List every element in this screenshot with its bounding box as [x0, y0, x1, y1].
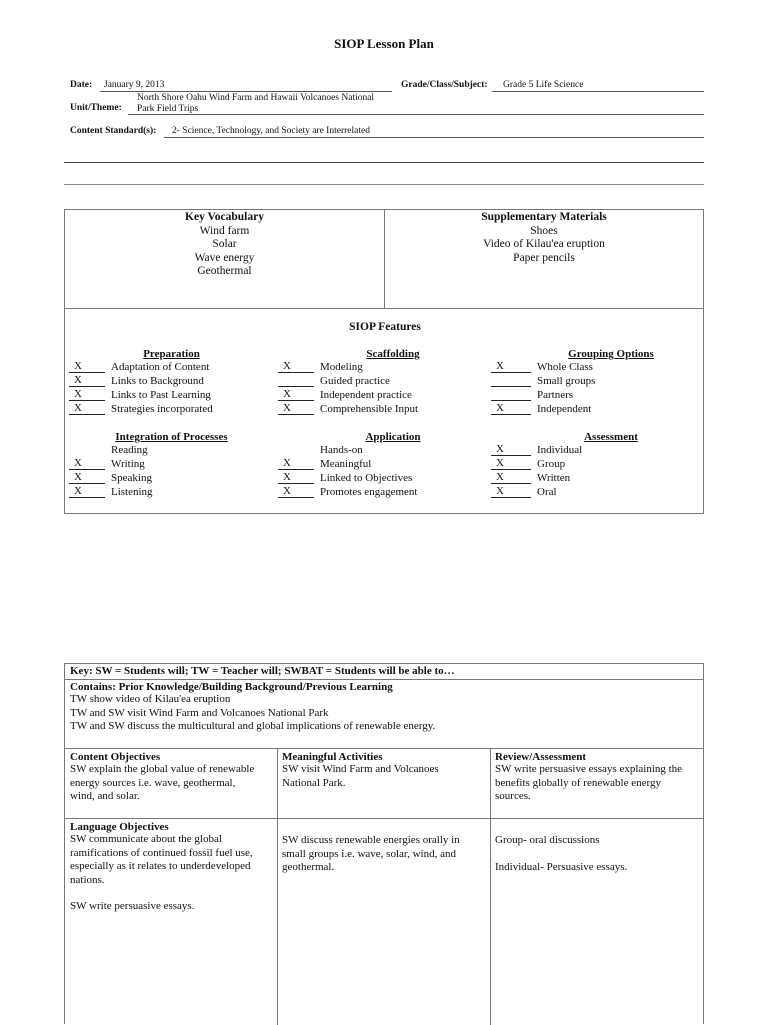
date-value: January 9, 2013	[104, 80, 165, 90]
feature-label: Individual	[537, 444, 583, 456]
col-divider-1	[277, 748, 278, 1025]
page-title: SIOP Lesson Plan	[334, 36, 434, 51]
group-integration-of-processes	[69, 431, 274, 499]
feature-row	[69, 360, 274, 374]
feature-row	[491, 443, 701, 457]
key-vocabulary	[65, 211, 384, 279]
review-line: sources.	[495, 790, 531, 802]
group-application	[278, 431, 488, 499]
language-activity-line: SW discuss renewable energies orally in	[282, 834, 460, 846]
group-heading: Application	[365, 431, 421, 443]
grade-label: Grade/Class/Subject:	[401, 80, 488, 90]
vocab-item: Solar	[212, 238, 237, 250]
feature-label: Links to Past Learning	[111, 389, 211, 401]
blank-line-2	[64, 184, 704, 185]
unit-underline	[128, 114, 704, 115]
review-heading: Review/Assessment	[495, 751, 587, 763]
checkbox-mark[interactable]: X	[278, 485, 314, 498]
group-heading: Scaffolding	[366, 348, 420, 360]
feature-label: Group	[537, 458, 566, 470]
row-divider	[65, 818, 703, 819]
feature-label: Written	[537, 472, 571, 484]
feature-label: Promotes engagement	[320, 486, 418, 498]
feature-row	[69, 388, 274, 402]
language-objectives-cell	[70, 821, 274, 914]
features-box	[64, 209, 704, 514]
date-underline	[100, 91, 392, 92]
feature-label: Listening	[111, 486, 153, 498]
feature-row	[69, 457, 274, 471]
feature-row	[278, 402, 488, 416]
checkbox-mark[interactable]: X	[278, 360, 314, 373]
content-objectives-cell	[70, 751, 274, 804]
supplementary-materials	[385, 211, 703, 265]
activity-line: SW visit Wind Farm and Volcanoes	[282, 763, 439, 775]
checkbox-mark[interactable]	[278, 374, 314, 387]
vocab-item: Wind farm	[199, 224, 250, 237]
checkbox-mark[interactable]	[278, 443, 314, 456]
language-review-line: Individual- Persuasive essays.	[495, 860, 628, 873]
checkbox-mark[interactable]: X	[491, 485, 531, 498]
siop-features-heading: SIOP Features	[349, 321, 421, 333]
feature-label: Oral	[537, 486, 557, 498]
standards-underline	[164, 137, 704, 138]
unit-label: Unit/Theme:	[70, 103, 122, 113]
feature-label: Independent	[537, 403, 592, 415]
checkbox-mark[interactable]: X	[491, 402, 531, 415]
feature-row	[491, 360, 701, 374]
language-objective-line: especially as it relates to underdeveloped	[70, 860, 251, 872]
language-review-line: Group- oral discussions	[495, 834, 600, 846]
prior-line: TW and SW visit Wind Farm and Volcanoes National Park	[70, 706, 329, 719]
feature-row	[491, 402, 701, 416]
col-divider-2	[490, 748, 491, 1025]
feature-row	[278, 443, 488, 457]
review-line: benefits globally of renewable energy	[495, 776, 661, 789]
lesson-plan-table	[64, 663, 704, 1024]
feature-label: Strategies incorporated	[111, 403, 213, 415]
checkbox-mark[interactable]: X	[69, 402, 105, 415]
feature-row	[491, 374, 701, 388]
language-objective-line: nations.	[70, 873, 105, 886]
vocab-item: Geothermal	[197, 265, 252, 277]
feature-row	[491, 471, 701, 485]
checkbox-mark[interactable]: X	[491, 443, 531, 456]
language-objectives-heading: Language Objectives	[70, 821, 169, 833]
prior-knowledge-heading: Contains: Prior Knowledge/Building Background/Previous Learning	[70, 681, 393, 693]
feature-label: Links to Background	[111, 375, 204, 387]
standards-value: 2- Science, Technology, and Society are Interrelated	[172, 126, 370, 136]
feature-label: Modeling	[320, 361, 363, 373]
content-objective-line: wind, and solar.	[70, 790, 140, 802]
checkbox-mark[interactable]: X	[69, 457, 105, 470]
group-heading: Integration of Processes	[115, 431, 228, 443]
checkbox-mark[interactable]: X	[278, 471, 314, 484]
feature-label: Reading	[111, 444, 148, 456]
language-objective-line: ramifications of continued fossil fuel use,	[70, 846, 253, 859]
checkbox-mark[interactable]: X	[491, 471, 531, 484]
feature-row	[69, 443, 274, 457]
language-review-cell	[495, 834, 701, 874]
feature-row	[69, 374, 274, 388]
feature-row	[278, 471, 488, 485]
language-activity-line: small groups i.e. wave, solar, wind, and	[282, 847, 456, 860]
feature-label: Small groups	[537, 375, 596, 387]
standards-label: Content Standard(s):	[70, 126, 157, 136]
language-activity-line: geothermal.	[282, 861, 335, 873]
feature-label: Linked to Objectives	[320, 472, 413, 484]
materials-heading: Supplementary Materials	[481, 211, 607, 223]
feature-label: Comprehensible Input	[320, 403, 419, 415]
unit-value	[137, 93, 374, 115]
feature-row	[491, 485, 701, 499]
key-line: Key: SW = Students will; TW = Teacher will; SWBAT = Students will be able to…	[70, 665, 455, 677]
vocab-item: Wave energy	[194, 251, 255, 264]
checkbox-mark[interactable]	[491, 388, 531, 401]
review-assessment-cell	[495, 751, 701, 804]
checkbox-mark[interactable]: X	[278, 457, 314, 470]
content-objective-line: SW explain the global value of renewable	[70, 763, 255, 775]
feature-row	[69, 471, 274, 485]
group-grouping-options	[491, 348, 701, 416]
feature-row	[278, 485, 488, 499]
checkbox-mark[interactable]: X	[69, 360, 105, 373]
grade-value: Grade 5 Life Science	[503, 80, 584, 90]
checkbox-mark[interactable]: X	[278, 388, 314, 401]
feature-label: Hands-on	[320, 444, 363, 456]
activity-line: National Park.	[282, 776, 346, 789]
prior-line: TW show video of Kilau'ea eruption	[70, 693, 231, 705]
feature-label: Speaking	[111, 472, 152, 484]
meaningful-activities-cell	[282, 751, 486, 790]
feature-label: Adaptation of Content	[111, 361, 210, 373]
feature-row	[278, 388, 488, 402]
group-scaffolding	[278, 348, 488, 416]
content-objective-line: energy sources i.e. wave, geothermal,	[70, 776, 236, 789]
feature-label: Guided practice	[320, 375, 390, 387]
language-objective-extra: SW write persuasive essays.	[70, 900, 195, 912]
content-objectives-heading: Content Objectives	[70, 751, 161, 763]
feature-label: Whole Class	[537, 361, 593, 373]
checkbox-mark[interactable]: X	[69, 471, 105, 484]
checkbox-mark[interactable]: X	[491, 360, 531, 373]
group-heading: Grouping Options	[568, 348, 654, 360]
checkbox-mark[interactable]	[69, 443, 105, 456]
group-assessment	[491, 431, 701, 499]
activities-heading: Meaningful Activities	[282, 751, 383, 763]
checkbox-mark[interactable]: X	[69, 374, 105, 387]
grade-underline	[492, 91, 704, 92]
review-line: SW write persuasive essays explaining the	[495, 763, 683, 775]
feature-row	[69, 402, 274, 416]
vocab-bottom-border	[65, 308, 703, 309]
group-preparation	[69, 348, 274, 416]
checkbox-mark[interactable]: X	[278, 402, 314, 415]
checkbox-mark[interactable]: X	[69, 485, 105, 498]
group-heading: Assessment	[584, 431, 638, 443]
feature-row	[69, 485, 274, 499]
date-label: Date:	[70, 80, 93, 90]
feature-label: Partners	[537, 389, 574, 401]
prior-knowledge	[70, 681, 698, 734]
unit-value-line2: Park Field Trips	[137, 104, 199, 114]
feature-row	[278, 374, 488, 388]
prior-line: TW and SW discuss the multicultural and global implications of renewable energy.	[70, 720, 436, 732]
checkbox-mark[interactable]: X	[491, 457, 531, 470]
feature-row	[278, 360, 488, 374]
blank-line-1	[64, 162, 704, 163]
group-heading: Preparation	[143, 348, 200, 360]
feature-row	[491, 388, 701, 402]
key-divider	[65, 679, 703, 680]
language-objective-line: SW communicate about the global	[70, 833, 222, 845]
feature-label: Meaningful	[320, 458, 372, 470]
material-item: Shoes	[530, 224, 558, 237]
material-item: Paper pencils	[513, 251, 575, 264]
feature-label: Writing	[111, 458, 145, 470]
key-vocabulary-heading: Key Vocabulary	[185, 211, 264, 223]
checkbox-mark[interactable]: X	[69, 388, 105, 401]
feature-row	[491, 457, 701, 471]
language-activities-cell	[282, 834, 486, 875]
material-item: Video of Kilau'ea eruption	[483, 238, 605, 250]
feature-row	[278, 457, 488, 471]
feature-label: Independent practice	[320, 389, 412, 401]
checkbox-mark[interactable]	[491, 374, 531, 387]
prior-divider	[65, 748, 703, 749]
unit-value-line1: North Shore Oahu Wind Farm and Hawaii Volcanoes National	[137, 93, 375, 103]
